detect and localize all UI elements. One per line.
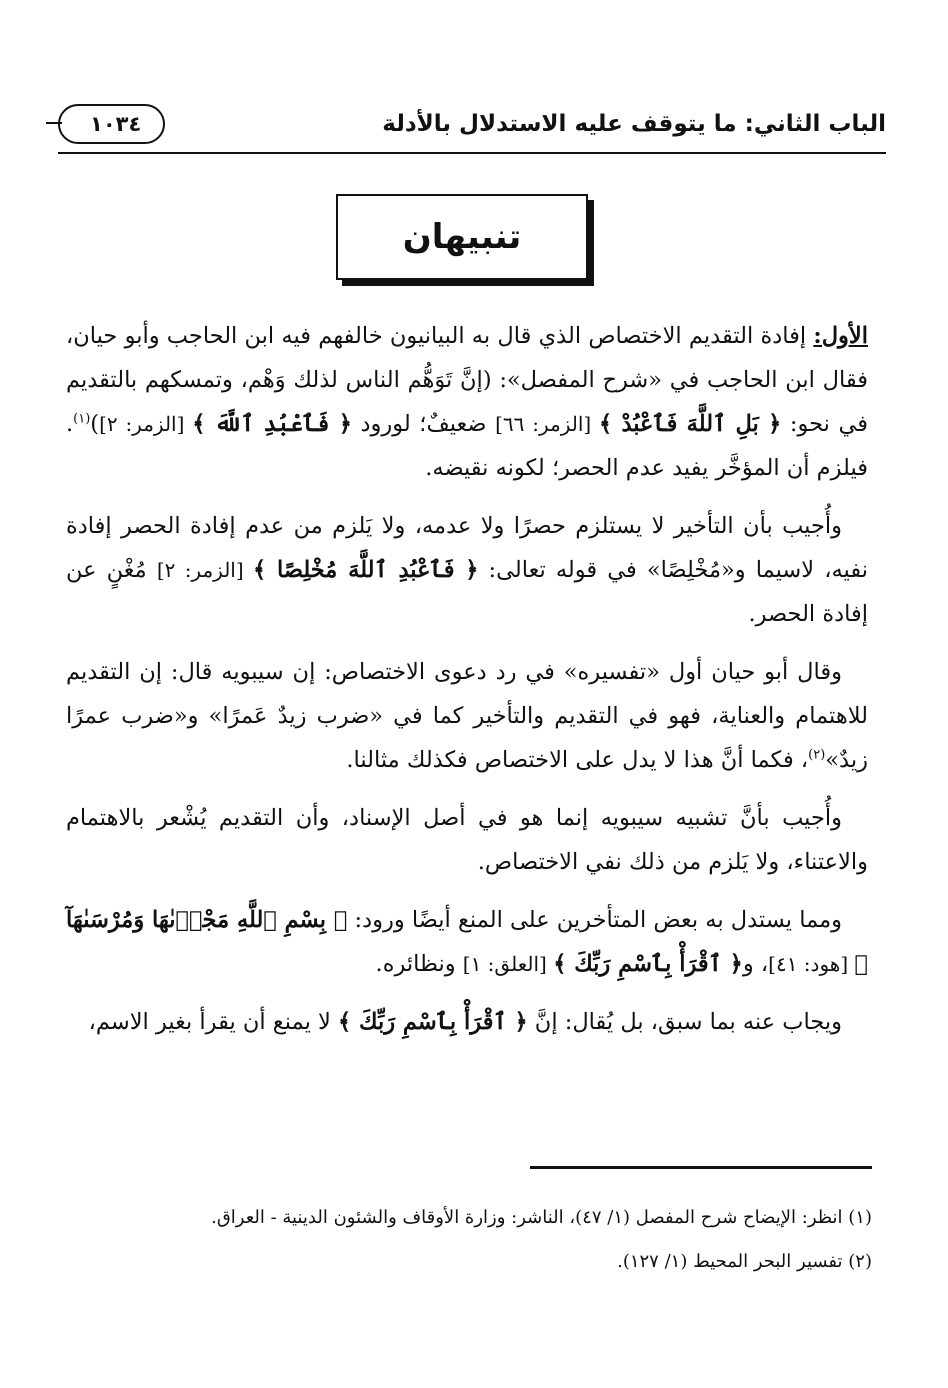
text-run: وأُجيب بأنَّ تشبيه سيبويه إنما هو في أصل الإسناد، وأن التقديم يُشْعر بالاهتمام والاعتناء، ولا يَلزم من ذلك نفي الاختصاص. (66, 805, 868, 875)
text-run: ضعيفٌ؛ لورود (351, 411, 496, 437)
footnote-marker[interactable]: (١) (73, 411, 91, 427)
footnote-divider (530, 1166, 872, 1169)
footnotes (66, 1196, 872, 1284)
text-run: ونظائره. (375, 951, 463, 977)
paragraph-lead: الأول: (813, 323, 868, 349)
verse-reference: [العلق: ١] (462, 952, 554, 976)
quran-verse: ﴿ ٱقْرَأْ بِٱسْمِ رَبِّكَ ﴾ (337, 1009, 528, 1035)
verse-reference: [الزمر: ٢] (99, 412, 193, 436)
header-divider (58, 152, 886, 154)
quran-verse: ﴿ ٱقْرَأْ بِٱسْمِ رَبِّكَ ﴾ (553, 951, 743, 977)
text-run: مُغْنٍ عن إفادة الحصر. (66, 557, 868, 627)
running-title: الباب الثاني: ما يتوقف عليه الاستدلال بالأدلة (382, 111, 886, 137)
paragraph-1 (66, 314, 868, 490)
text-run: ) (90, 411, 100, 437)
text-run: ومما يستدل به بعض المتأخرين على المنع أيضًا ورود: (347, 907, 842, 933)
body-text (66, 314, 868, 1058)
text-run: ، و (742, 951, 769, 977)
quran-verse: ﴿ فَٱعْبُدِ ٱللَّهَ ﴾ (192, 411, 352, 437)
verse-reference: [الزمر: ٢] (156, 558, 253, 582)
text-run: وأُجيب بأن التأخير لا يستلزم حصرًا ولا عدمه، ولا يَلزم من عدم إفادة الحصر إفادة نفيه، لاسيما و«مُخْلِصًا» في قوله تعالى: (66, 513, 868, 583)
quran-verse: ﴿ بِسْمِ ٱللَّهِ مَجْرٜىٰهَا وَمُرْسَىٰهَآ ﴾ (66, 907, 868, 977)
text-run: . فيلزم أن المؤخَّر يفيد عدم الحصر؛ لكونه نقيضه. (66, 411, 868, 481)
paragraph-4 (66, 796, 868, 884)
quran-verse: ﴿ فَٱعْبُدِ ٱللَّهَ مُخْلِصًا ﴾ (252, 557, 479, 583)
paragraph-5 (66, 898, 868, 986)
footnote-2: (٢) تفسير البحر المحيط (١/ ١٢٧). (617, 1251, 872, 1272)
verse-reference: [الزمر: ٦٦] (495, 412, 599, 436)
paragraph-3 (66, 650, 868, 782)
text-run: لا يمنع أن يقرأ بغير الاسم، (88, 1009, 338, 1035)
text-run: وقال أبو حيان أول «تفسيره» في رد دعوى الاختصاص: إن سيبويه قال: إن التقديم للاهتمام والعناية، فهو في التقديم والتأخير كما في «ضرب زيدٌ عَمرًا» و«ضرب عمرًا زيدٌ» (66, 659, 868, 773)
footnote-1: (١) انظر: الإيضاح شرح المفصل (١/ ٤٧)، الناشر: وزارة الأوقاف والشئون الدينية - العراق. (211, 1207, 872, 1228)
section-title-box (336, 194, 588, 280)
paragraph-2 (66, 504, 868, 636)
text-run: ويجاب عنه بما سبق، بل يُقال: إنَّ (527, 1009, 842, 1035)
footnote-marker[interactable]: (٢) (808, 747, 826, 763)
text-run: إفادة التقديم الاختصاص الذي قال به البيانيون خالفهم فيه ابن الحاجب وأبو حيان، فقال ابن الحاجب في «شرح المفصل»: (إنَّ تَوَهُّم الناس لذلك وَهْم، وتمسكهم بالتقديم في نحو: (66, 323, 868, 437)
section-title: تنبيهان (402, 217, 522, 257)
paragraph-6 (66, 1000, 868, 1044)
verse-reference: [هود: ٤١] (768, 952, 855, 976)
text-run: ، فكما أنَّ هذا لا يدل على الاختصاص فكذلك مثالنا. (346, 747, 809, 773)
quran-verse: ﴿ بَلِ ٱللَّهَ فَٱعْبُدْ ﴾ (598, 411, 782, 437)
page-number: ١٠٣٤ (58, 104, 165, 144)
page-header (58, 100, 886, 148)
